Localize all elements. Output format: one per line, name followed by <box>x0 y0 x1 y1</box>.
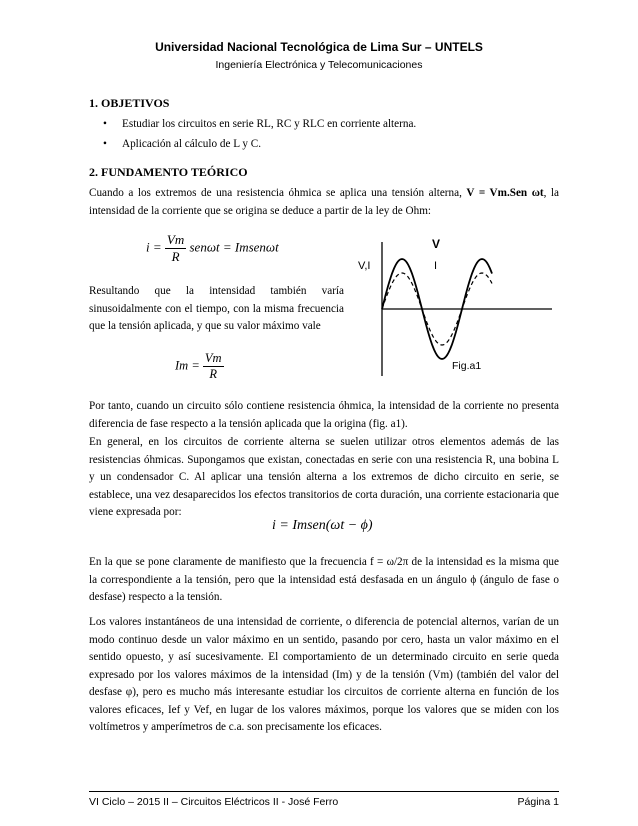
eq2-fraction <box>203 351 224 382</box>
figure-a1 <box>352 230 562 382</box>
eq1-denominator: R <box>171 249 180 264</box>
eq2-lhs: Im = <box>175 358 200 373</box>
eq1-fraction <box>165 232 186 265</box>
intro-end: , la intensidad de la corriente que se origina se deduce a partir de la ley de Ohm: <box>89 187 560 217</box>
intro-formula: V = Vm.Sen ωt <box>466 187 544 199</box>
figure-label-i: I <box>434 260 438 272</box>
intro-text: Cuando a los extremos de una resistencia óhmica se aplica una tensión alterna, <box>89 187 462 199</box>
eq2-numerator: Vm <box>204 351 222 365</box>
header-university: Universidad Nacional Tecnológica de Lima Sur – UNTELS <box>155 40 483 54</box>
eq1-numerator: Vm <box>166 232 185 247</box>
figure-label-axis: V,I <box>358 260 371 272</box>
paragraph-resultando: Resultando que la intensidad también varía sinusoidalmente con el tiempo, con la misma frecuencia que la tensión aplicada, y que su valor máximo vale <box>89 285 344 332</box>
header-department: Ingeniería Electrónica y Telecomunicaciones <box>215 59 423 71</box>
equation-max-current <box>175 351 224 382</box>
intro-paragraph <box>89 185 559 220</box>
section-objetivos-title: 1. OBJETIVOS <box>89 96 170 110</box>
footer-rule <box>89 791 559 792</box>
objective-item: • Estudiar los circuitos en serie RL, RC y RLC en corriente alterna. <box>89 114 559 134</box>
figure-label-v: V <box>432 237 441 251</box>
objectives-list <box>89 114 559 154</box>
objective-item: • Aplicación al cálculo de L y C. <box>89 134 559 154</box>
paragraph-frecuencia: En la que se pone claramente de manifiesto que la frecuencia f = ω/2π de la intensidad es la misma que la correspondiente a la tensión, pero que la intensidad está desfasada en un ángulo ϕ (ángulo de fase o desfase) respecto a la tensión. <box>89 556 559 603</box>
equation-ohm <box>146 232 279 265</box>
footer <box>89 796 559 808</box>
eq2-denominator: R <box>209 367 218 381</box>
section-fundamento-title: 2. FUNDAMENTO TEÓRICO <box>89 165 248 179</box>
paragraph-en-general: En general, en los circuitos de corriente alterna se suelen utilizar otros elementos además de las resistencias óhmicas. Supongamos que existan, conectadas en serie con una resistencia R, una bobina L y un condensador C. Al aplicar una tensión alterna a los extremos de dicho circuito en serie, se establece, una vez desaparecidos los efectos transitorios de corta duración, una corriente estacionaria que viene expresada por: <box>89 436 559 518</box>
paragraph-por-tanto: Por tanto, cuando un circuito sólo contiene resistencia óhmica, la intensidad de la corriente no presenta diferencia de fase respecto a la tensión aplicada que la origina (fig. a1). <box>89 400 559 430</box>
equation-series-current: i = Imsen(ωt − ϕ) <box>272 518 373 533</box>
eq1-rhs: senωt = Imsenωt <box>189 239 279 255</box>
eq1-lhs: i = <box>146 239 162 255</box>
paragraph-valores: Los valores instantáneos de una intensidad de corriente, o diferencia de potencial alternos, varían de un modo continuo desde un valor máximo en un sentido, pasando por cero, hasta un valor máximo en el sentido opuesto, y así sucesivamente. El comportamiento de un determinado circuito en serie queda expresado por los valores máximos de la intensidad (Im) y de la tensión (Vm) (también del valor del desfase φ), pero es mucho más interesante estudiar los circuitos de corriente alterna en función de los valores eficaces, Ief y Vef, en lugar de los valores máximos, porque los valores que se miden con los voltímetros y amperímetros de c.a. son precisamente los eficaces. <box>89 616 559 733</box>
figure-caption: Fig.a1 <box>452 360 482 372</box>
footer-left: VI Ciclo – 2015 II – Circuitos Eléctricos II - José Ferro <box>89 796 339 808</box>
footer-page-number: Página 1 <box>517 796 559 808</box>
